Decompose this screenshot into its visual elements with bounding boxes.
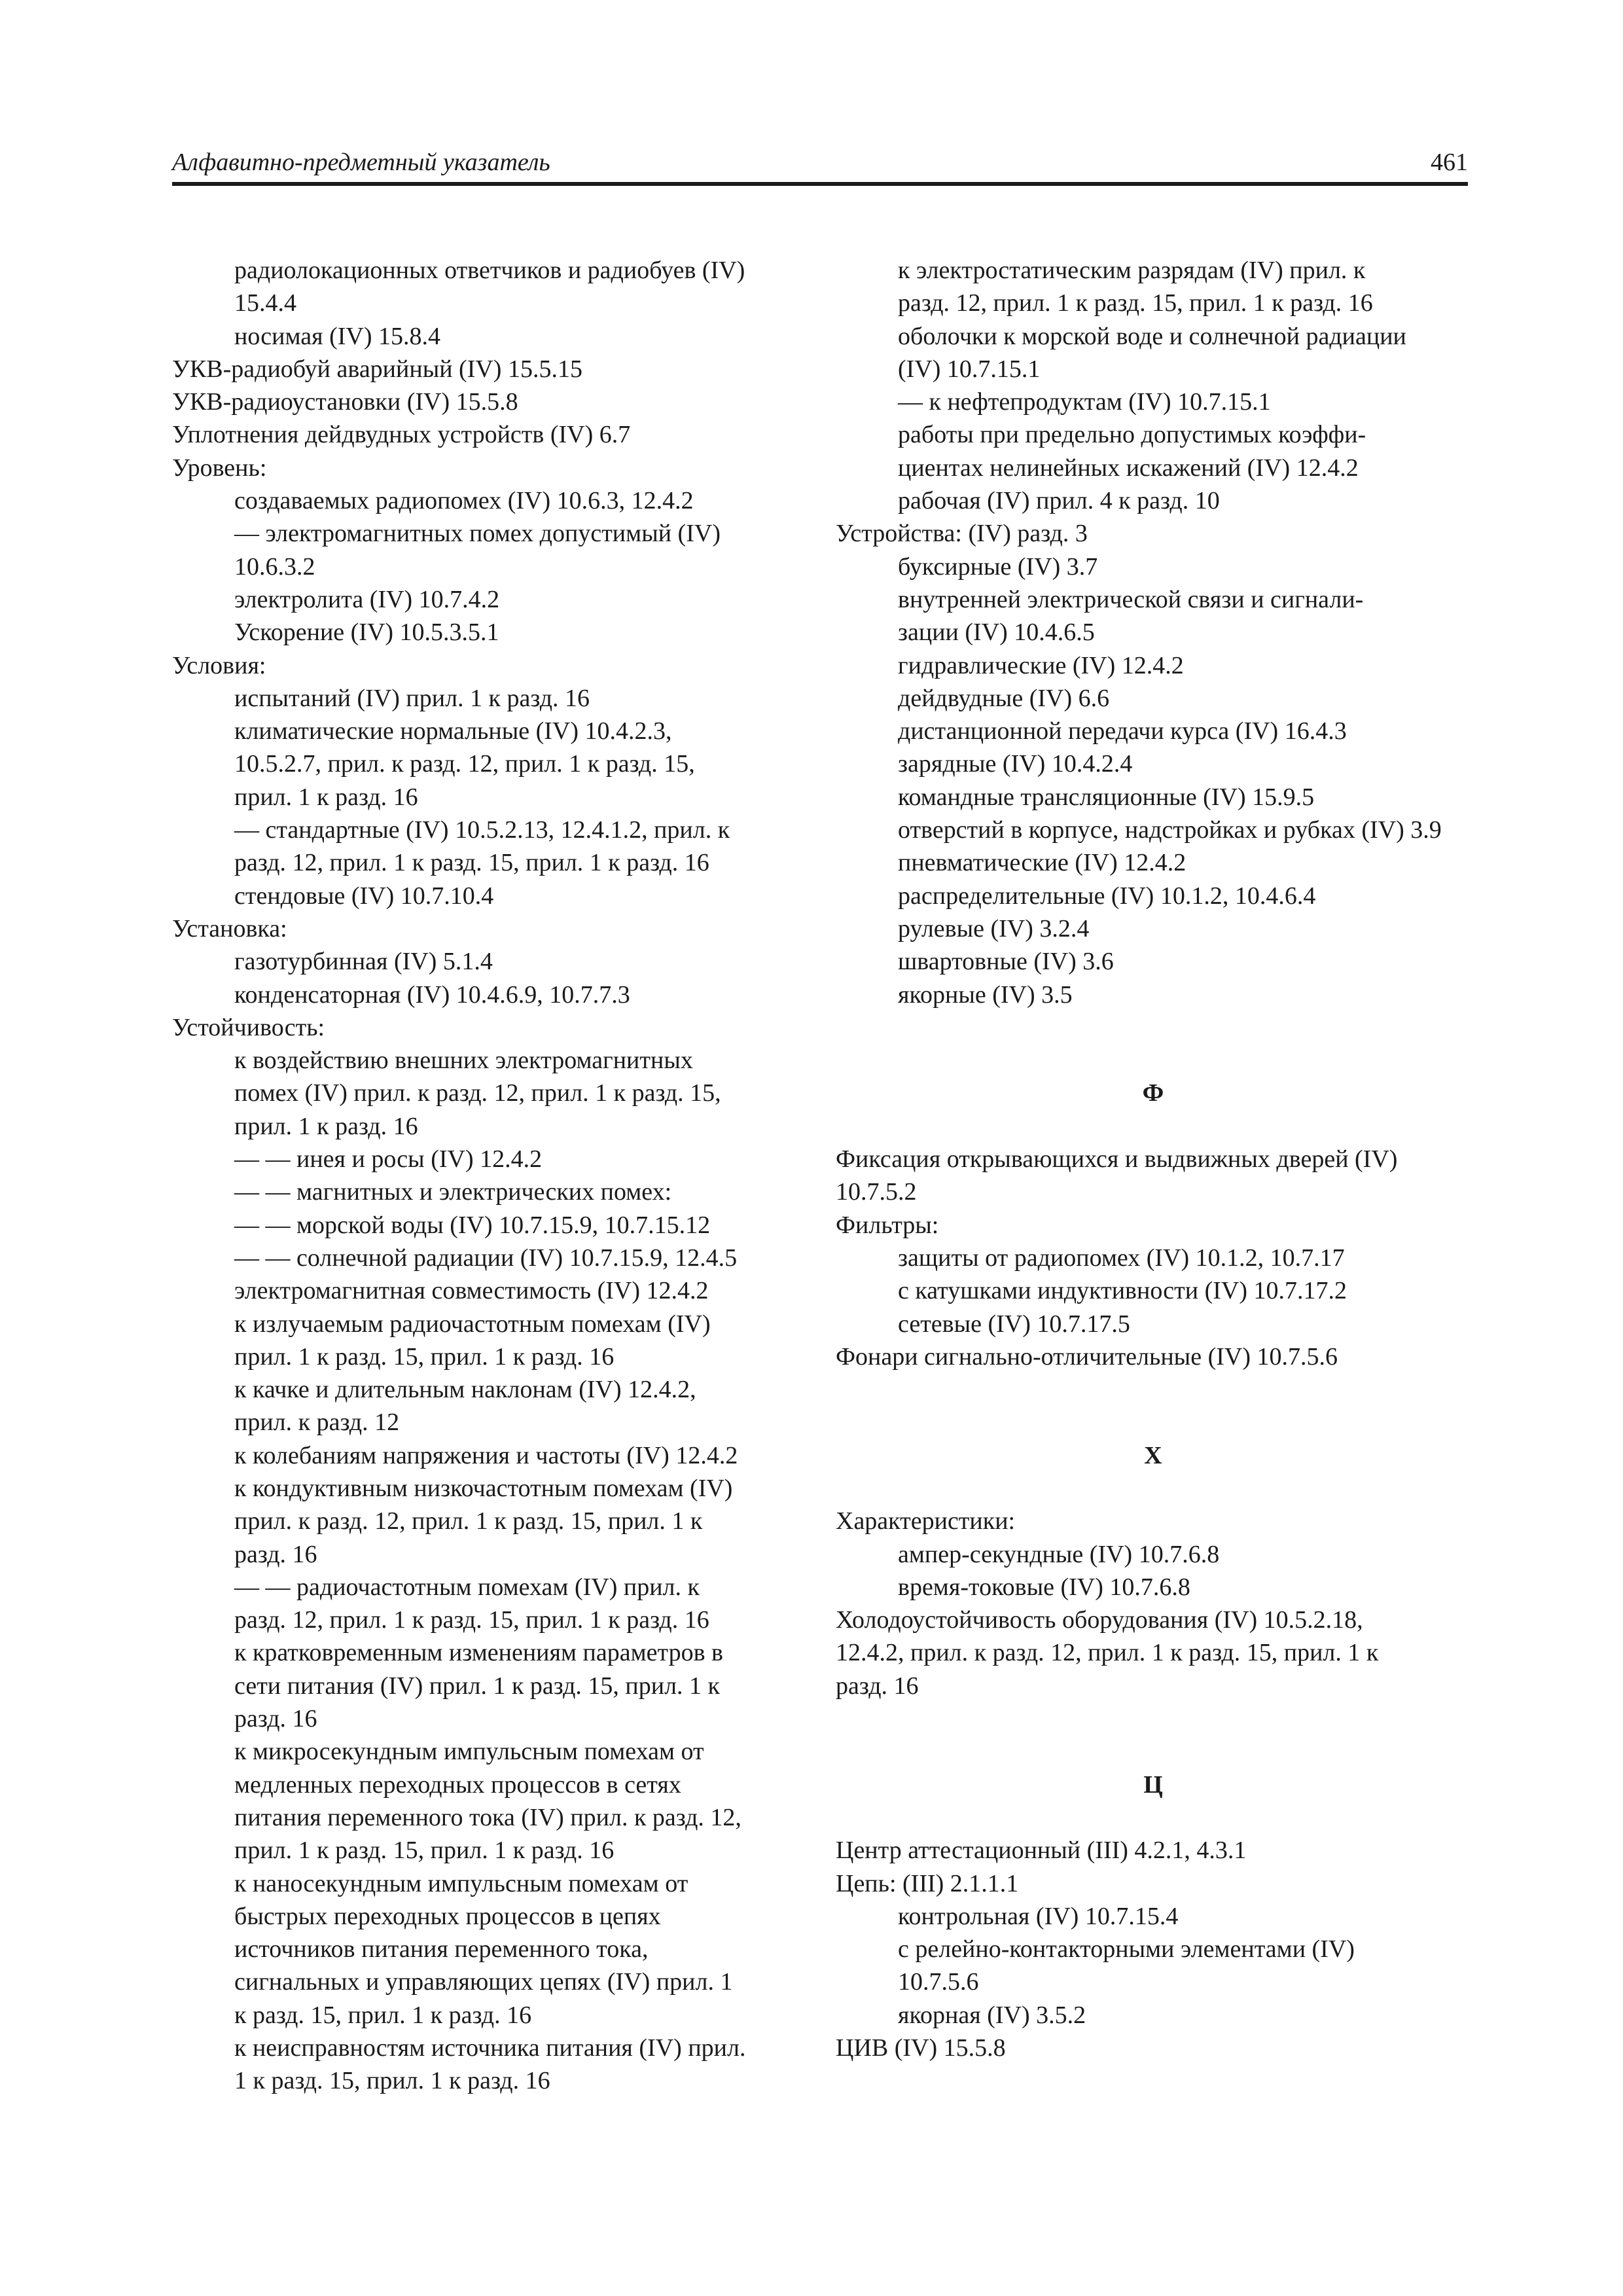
index-entry: ЦИВ (IV) 15.5.8 bbox=[836, 2034, 1006, 2062]
index-subentry: — — радиочастотным помехам (IV) прил. к bbox=[234, 1573, 700, 1601]
index-subentry: якорная (IV) 3.5.2 bbox=[898, 2001, 1086, 2029]
index-subentry: — — солнечной радиации (IV) 10.7.15.9, 12.4.5 bbox=[234, 1244, 738, 1272]
index-subentry: ампер-секундные (IV) 10.7.6.8 bbox=[898, 1540, 1220, 1568]
index-subentry: 15.4.4 bbox=[234, 289, 296, 317]
index-entry: Условия: bbox=[172, 651, 266, 679]
index-subentry: к наносекундным импульсным помехам от bbox=[234, 1869, 688, 1897]
index-subentry: распределительные (IV) 10.1.2, 10.4.6.4 bbox=[898, 882, 1316, 910]
index-subentry: швартовные (IV) 3.6 bbox=[898, 948, 1114, 976]
index-subentry: Ускорение (IV) 10.5.3.5.1 bbox=[234, 619, 499, 647]
index-subentry: дейдвудные (IV) 6.6 bbox=[898, 684, 1110, 712]
index-entry: разд. 16 bbox=[836, 1672, 919, 1700]
index-subentry: время-токовые (IV) 10.7.6.8 bbox=[898, 1573, 1190, 1601]
index-subentry: зации (IV) 10.4.6.5 bbox=[898, 619, 1095, 647]
index-subentry: создаваемых радиопомех (IV) 10.6.3, 12.4.2 bbox=[234, 487, 694, 515]
index-subentry: работы при предельно допустимых коэффи- bbox=[898, 421, 1366, 449]
index-subentry: медленных переходных процессов в сетях bbox=[234, 1770, 681, 1799]
index-subentry: с релейно-контакторными элементами (IV) bbox=[898, 1935, 1355, 1964]
index-column-left bbox=[172, 254, 807, 2098]
index-subentry: разд. 12, прил. 1 к разд. 15, прил. 1 к разд. 16 bbox=[234, 849, 709, 877]
index-subentry: помех (IV) прил. к разд. 12, прил. 1 к разд. 15, bbox=[234, 1079, 721, 1107]
index-subentry: циентах нелинейных искажений (IV) 12.4.2 bbox=[898, 454, 1359, 482]
index-subentry: гидравлические (IV) 12.4.2 bbox=[898, 651, 1184, 679]
index-subentry: 1 к разд. 15, прил. 1 к разд. 16 bbox=[234, 2067, 550, 2095]
index-subentry: рабочая (IV) прил. 4 к разд. 10 bbox=[898, 487, 1220, 515]
section-letter: Ц bbox=[1143, 1770, 1163, 1799]
index-subentry: прил. 1 к разд. 16 bbox=[234, 783, 418, 811]
blank-line bbox=[836, 1373, 1471, 1406]
index-subentry: прил. к разд. 12, прил. 1 к разд. 15, прил. 1 к bbox=[234, 1507, 703, 1535]
index-subentry: к воздействию внешних электромагнитных bbox=[234, 1047, 693, 1075]
index-subentry: прил. 1 к разд. 16 bbox=[234, 1112, 418, 1140]
index-subentry: к неисправностям источника питания (IV) прил. bbox=[234, 2034, 746, 2062]
index-subentry: к колебаниям напряжения и частоты (IV) 12.4.2 bbox=[234, 1441, 738, 1469]
index-subentry: — — магнитных и электрических помех: bbox=[234, 1178, 672, 1206]
index-subentry: прил. 1 к разд. 15, прил. 1 к разд. 16 bbox=[234, 1342, 615, 1371]
index-entry: Уровень: bbox=[172, 454, 267, 482]
index-entry: Цепь: (III) 2.1.1.1 bbox=[836, 1869, 1019, 1897]
index-subentry: к качке и длительным наклонам (IV) 12.4.2, bbox=[234, 1376, 696, 1404]
running-head-title: Алфавитно-предметный указатель bbox=[172, 149, 550, 176]
index-entry: УКВ-радиоустановки (IV) 15.5.8 bbox=[172, 388, 518, 416]
index-subentry: быстрых переходных процессов в цепях bbox=[234, 1902, 661, 1930]
index-entry: Установка: bbox=[172, 914, 287, 942]
index-subentry: — — морской воды (IV) 10.7.15.9, 10.7.15.12 bbox=[234, 1211, 711, 1239]
index-subentry: командные трансляционные (IV) 15.9.5 bbox=[898, 783, 1315, 811]
index-subentry: 10.6.3.2 bbox=[234, 552, 315, 581]
index-subentry: к разд. 15, прил. 1 к разд. 16 bbox=[234, 2001, 532, 2029]
index-subentry: буксирные (IV) 3.7 bbox=[898, 552, 1098, 581]
blank-line bbox=[836, 1735, 1471, 1768]
index-subentry: прил. к разд. 12 bbox=[234, 1408, 400, 1437]
index-subentry: — стандартные (IV) 10.5.2.13, 12.4.1.2, прил. к bbox=[234, 816, 730, 844]
index-subentry: (IV) 10.7.15.1 bbox=[898, 355, 1041, 383]
index-subentry: к излучаемым радиочастотным помехам (IV) bbox=[234, 1310, 711, 1338]
section-letter: Ф bbox=[1142, 1079, 1164, 1107]
index-subentry: — электромагнитных помех допустимый (IV) bbox=[234, 520, 721, 548]
running-head bbox=[172, 143, 1468, 186]
index-subentry: с катушками индуктивности (IV) 10.7.17.2 bbox=[898, 1277, 1347, 1305]
index-entry: УКВ-радиобуй аварийный (IV) 15.5.15 bbox=[172, 355, 582, 383]
index-entry: Холодоустойчивость оборудования (IV) 10.5.2.18, bbox=[836, 1606, 1363, 1634]
index-subentry: электролита (IV) 10.7.4.2 bbox=[234, 585, 500, 613]
index-subentry: — — инея и росы (IV) 12.4.2 bbox=[234, 1145, 543, 1174]
index-subentry: к микросекундным импульсным помехам от bbox=[234, 1738, 704, 1766]
index-subentry: защиты от радиопомех (IV) 10.1.2, 10.7.17 bbox=[898, 1244, 1345, 1272]
blank-line bbox=[836, 1702, 1471, 1735]
section-letter: Х bbox=[1144, 1441, 1162, 1469]
blank-line bbox=[836, 1110, 1471, 1143]
index-subentry: разд. 12, прил. 1 к разд. 15, прил. 1 к разд. 16 bbox=[234, 1606, 709, 1634]
index-entry: Фонари сигнально-отличительные (IV) 10.7.5.6 bbox=[836, 1342, 1338, 1371]
index-subentry: питания переменного тока (IV) прил. к разд. 12, bbox=[234, 1803, 741, 1831]
index-subentry: прил. 1 к разд. 15, прил. 1 к разд. 16 bbox=[234, 1837, 615, 1865]
index-subentry: сетевые (IV) 10.7.17.5 bbox=[898, 1310, 1130, 1338]
index-entry: Устройства: (IV) разд. 3 bbox=[836, 520, 1088, 548]
index-entry: 10.7.5.2 bbox=[836, 1178, 917, 1206]
index-subentry: — к нефтепродуктам (IV) 10.7.15.1 bbox=[898, 388, 1271, 416]
index-subentry: к кондуктивным низкочастотным помехам (IV) bbox=[234, 1474, 733, 1502]
index-entry: Фильтры: bbox=[836, 1211, 939, 1239]
index-subentry: контрольная (IV) 10.7.15.4 bbox=[898, 1902, 1179, 1930]
index-subentry: климатические нормальные (IV) 10.4.2.3, bbox=[234, 717, 672, 745]
index-subentry: внутренней электрической связи и сигнали- bbox=[898, 585, 1364, 613]
blank-line bbox=[836, 1406, 1471, 1439]
index-subentry: пневматические (IV) 12.4.2 bbox=[898, 849, 1186, 877]
index-subentry: зарядные (IV) 10.4.2.4 bbox=[898, 750, 1133, 778]
index-column-right bbox=[836, 254, 1471, 2064]
index-subentry: рулевые (IV) 3.2.4 bbox=[898, 914, 1090, 942]
index-subentry: сети питания (IV) прил. 1 к разд. 15, прил. 1 к bbox=[234, 1672, 721, 1700]
blank-line bbox=[836, 1472, 1471, 1505]
index-subentry: газотурбинная (IV) 5.1.4 bbox=[234, 948, 493, 976]
index-entry: Центр аттестационный (III) 4.2.1, 4.3.1 bbox=[836, 1837, 1247, 1865]
blank-line bbox=[836, 1801, 1471, 1834]
index-entry: Характеристики: bbox=[836, 1507, 1016, 1535]
index-subentry: электромагнитная совместимость (IV) 12.4.2 bbox=[234, 1277, 709, 1305]
index-subentry: отверстий в корпусе, надстройках и рубках (IV) 3.9 bbox=[898, 816, 1442, 844]
index-subentry: разд. 16 bbox=[234, 1540, 317, 1568]
blank-line bbox=[836, 1044, 1471, 1077]
index-subentry: разд. 12, прил. 1 к разд. 15, прил. 1 к разд. 16 bbox=[898, 289, 1373, 317]
index-subentry: стендовые (IV) 10.7.10.4 bbox=[234, 882, 494, 910]
index-subentry: сигнальных и управляющих цепях (IV) прил. 1 bbox=[234, 1968, 733, 1996]
index-subentry: к электростатическим разрядам (IV) прил. к bbox=[898, 257, 1366, 284]
index-subentry: 10.5.2.7, прил. к разд. 12, прил. 1 к разд. 15, bbox=[234, 750, 695, 778]
index-subentry: дистанционной передачи курса (IV) 16.4.3 bbox=[898, 717, 1347, 745]
index-subentry: источников питания переменного тока, bbox=[234, 1935, 649, 1964]
index-entry: Фиксация открывающихся и выдвижных дверей (IV) bbox=[836, 1145, 1398, 1174]
index-subentry: к кратковременным изменениям параметров в bbox=[234, 1639, 723, 1667]
index-subentry: разд. 16 bbox=[234, 1705, 317, 1733]
index-subentry: оболочки к морской воде и солнечной радиации bbox=[898, 322, 1406, 350]
blank-line bbox=[836, 1011, 1471, 1044]
index-subentry: конденсаторная (IV) 10.4.6.9, 10.7.7.3 bbox=[234, 980, 630, 1009]
index-subentry: якорные (IV) 3.5 bbox=[898, 980, 1073, 1009]
index-subentry: носимая (IV) 15.8.4 bbox=[234, 322, 441, 350]
index-subentry: испытаний (IV) прил. 1 к разд. 16 bbox=[234, 684, 590, 712]
index-subentry: радиолокационных ответчиков и радиобуев (IV) bbox=[234, 257, 745, 284]
page-number: 461 bbox=[1431, 149, 1468, 176]
index-entry: Устойчивость: bbox=[172, 1013, 325, 1041]
index-entry: Уплотнения дейдвудных устройств (IV) 6.7 bbox=[172, 421, 631, 449]
index-subentry: 10.7.5.6 bbox=[898, 1968, 979, 1996]
index-entry: 12.4.2, прил. к разд. 12, прил. 1 к разд. 15, прил. 1 к bbox=[836, 1639, 1379, 1667]
